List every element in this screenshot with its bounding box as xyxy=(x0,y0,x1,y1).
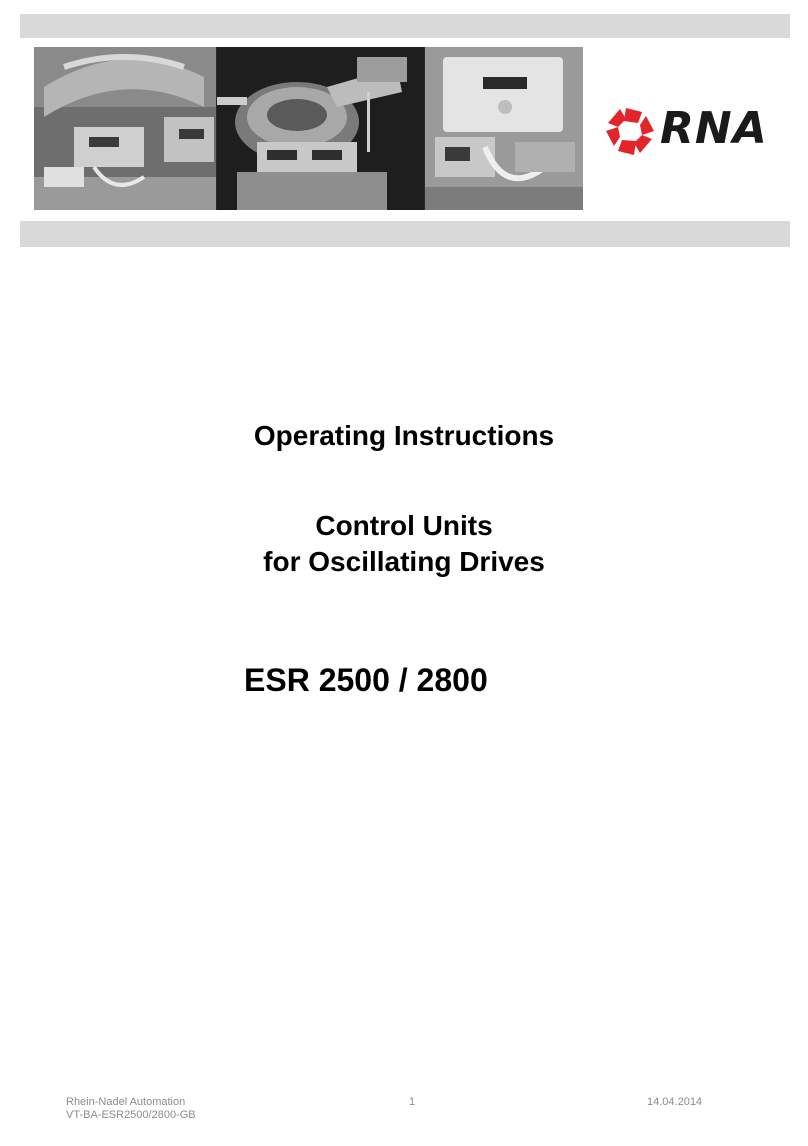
header-banner-bottom xyxy=(20,221,790,247)
model-designation: ESR 2500 / 2800 xyxy=(244,662,488,698)
product-photo-2 xyxy=(217,47,424,210)
product-photo-3 xyxy=(425,47,583,210)
footer-page-number: 1 xyxy=(409,1096,416,1108)
logo-text: RNA xyxy=(660,103,768,154)
header-banner-top xyxy=(20,14,790,38)
rna-shutter-logo-icon xyxy=(600,106,660,156)
footer-date: 14.04.2014 xyxy=(647,1096,703,1108)
document-subtitle-line-2: for Oscillating Drives xyxy=(263,546,545,577)
product-photo-strip xyxy=(34,47,583,210)
footer-company: Rhein-Nadel Automation xyxy=(66,1096,186,1108)
document-subtitle-line-1: Control Units xyxy=(315,510,493,541)
footer-doc-code: VT-BA-ESR2500/2800-GB xyxy=(66,1109,196,1121)
product-photo-1 xyxy=(34,47,216,210)
document-title: Operating Instructions xyxy=(253,420,555,451)
